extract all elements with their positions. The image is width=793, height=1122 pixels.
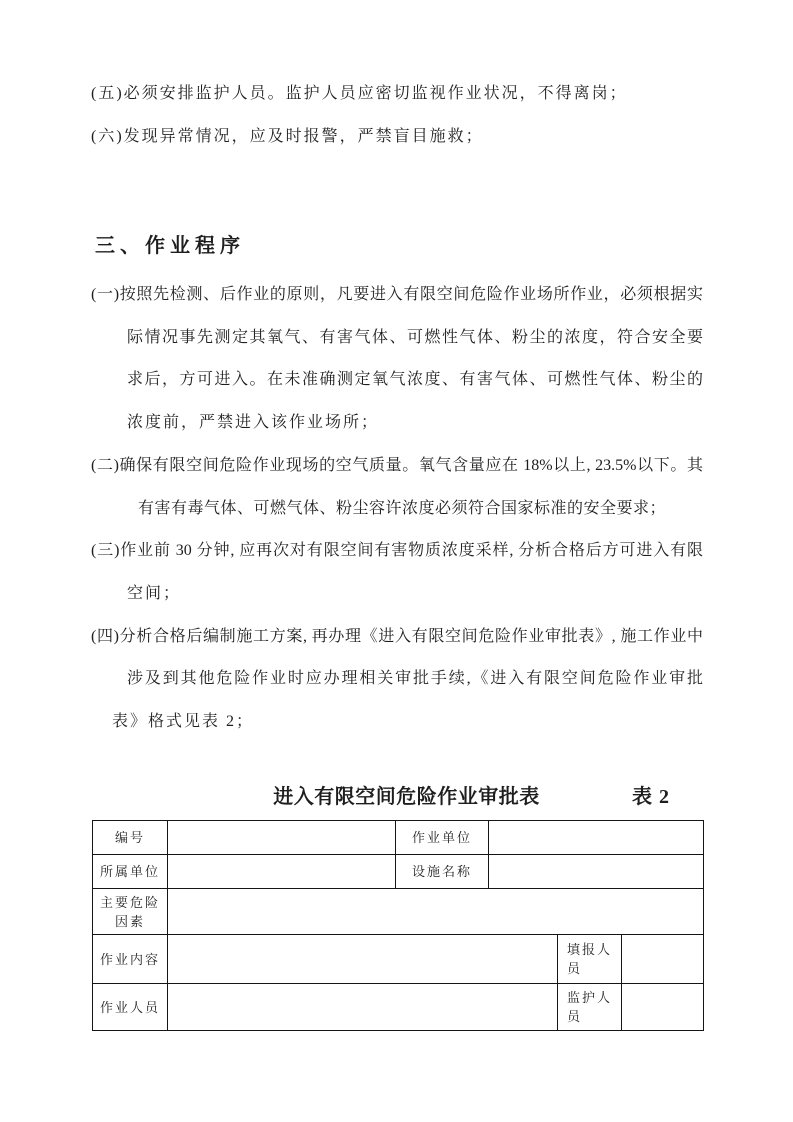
paragraph-line: 际情况事先测定其氧气、有害气体、可燃性气体、粉尘的浓度，符合安全要 xyxy=(127,328,703,346)
field-owner-unit-label: 所属单位 xyxy=(93,855,168,889)
paragraph-line: 求后，方可进入。在未准确测定氧气浓度、有害气体、可燃性气体、粉尘的 xyxy=(127,371,703,389)
table-row xyxy=(93,984,704,1031)
paragraph-line: 空间； xyxy=(127,584,182,602)
field-preparer-label: 填报人员 xyxy=(558,935,622,984)
field-guardian-label: 监护人员 xyxy=(558,984,622,1031)
approval-form-table xyxy=(92,820,704,1031)
table-title: 进入有限空间危险作业审批表 xyxy=(273,786,540,808)
table-row xyxy=(93,855,704,889)
field-work-content-value[interactable] xyxy=(168,935,558,984)
field-operating-unit-value[interactable] xyxy=(489,821,704,855)
field-facility-name-label: 设施名称 xyxy=(396,855,489,889)
field-main-hazards-value[interactable] xyxy=(168,889,704,935)
field-workers-value[interactable] xyxy=(168,984,558,1031)
table-row xyxy=(93,935,704,984)
table-number: 表 2 xyxy=(632,786,670,808)
field-guardian-value[interactable] xyxy=(622,984,704,1031)
field-number-label: 编号 xyxy=(93,821,168,855)
paragraph-line: (一)按照先检测、后作业的原则，凡要进入有限空间危险作业场所作业，必须根据实 xyxy=(91,286,703,303)
table-row xyxy=(93,889,704,935)
paragraph-line: (二)确保有限空间危险作业现场的空气质量。氧气含量应在 18%以上, 23.5%以下。其 xyxy=(91,456,703,474)
paragraph-line: 涉及到其他危险作业时应办理相关审批手续,《进入有限空间危险作业审批 xyxy=(127,670,703,688)
paragraph-line: (三)作业前 30 分钟, 应再次对有限空间有害物质浓度采样, 分析合格后方可进入有限 xyxy=(91,542,703,560)
paragraph-line: 表》格式见表 2； xyxy=(112,713,255,731)
paragraph-line: (五)必须安排监护人员。监护人员应密切监视作业状况，不得离岗； xyxy=(91,85,628,102)
field-facility-name-value[interactable] xyxy=(489,855,704,889)
field-main-hazards-label: 主要危险因素 xyxy=(93,889,168,935)
field-workers-label: 作业人员 xyxy=(93,984,168,1031)
paragraph-line: 浓度前，严禁进入该作业场所； xyxy=(127,414,380,432)
field-work-content-label: 作业内容 xyxy=(93,935,168,984)
table-row xyxy=(93,821,704,855)
field-owner-unit-value[interactable] xyxy=(168,855,396,889)
field-preparer-value[interactable] xyxy=(622,935,704,984)
paragraph-line: 有害有毒气体、可燃气体、粉尘容许浓度必须符合国家标准的安全要求； xyxy=(138,499,667,517)
intro-paragraphs xyxy=(91,72,703,158)
field-operating-unit-label: 作业单位 xyxy=(396,821,489,855)
field-number-value[interactable] xyxy=(168,821,396,855)
procedure-paragraphs xyxy=(91,274,703,744)
paragraph-line: (四)分析合格后编制施工方案, 再办理《进入有限空间危险作业审批表》, 施工作业中 xyxy=(91,627,703,645)
section-heading: 三、作业程序 xyxy=(95,235,245,257)
table-title-row xyxy=(92,781,703,813)
paragraph-line: (六)发现异常情况，应及时报警，严禁盲目施救； xyxy=(91,128,484,145)
